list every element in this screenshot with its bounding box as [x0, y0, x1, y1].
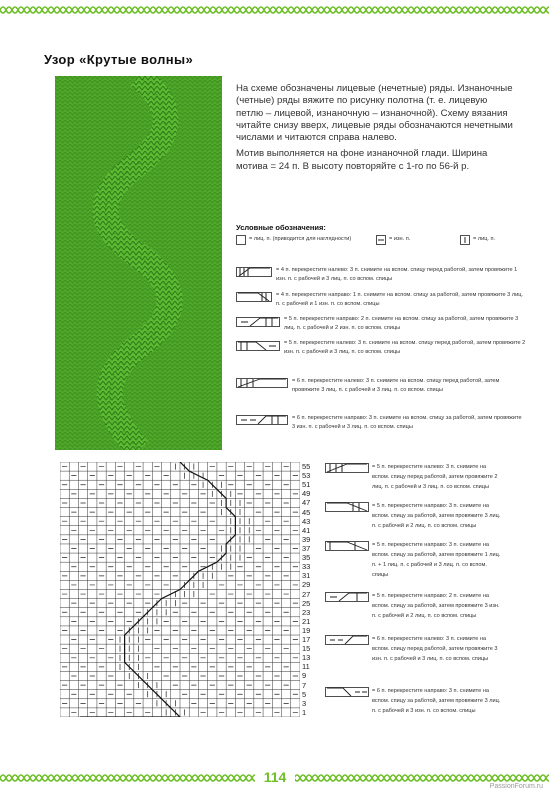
legend-heading: Условные обозначения:	[236, 223, 326, 232]
legend-empty-label: = лиц. п. (приводится для наглядности)	[249, 236, 352, 242]
row-number: 45	[302, 507, 311, 517]
row-number: 43	[302, 516, 311, 526]
right-cable-6-left-symbol	[325, 635, 369, 645]
cable-4-right-symbol	[236, 292, 272, 302]
cable-5-right-symbol	[236, 317, 280, 327]
purl-stitch-symbol	[376, 235, 386, 245]
right-legend-1: = 5 п. перекрестите налево: 3 п. снимите на вспом. спицу перед работой, затем провяжите 2 лиц. п. с рабочей и 3 лиц. п. со вспом. спицы	[372, 464, 498, 490]
legend-cable-4-right: = 4 п. перекрестите направо: 1 п. снимите на вспом. спицу за работой, затем провяжите 3 лиц. п. с рабочей и 1 изн. п. со вспом. спицы	[276, 292, 523, 307]
right-legend-4: = 5 п. перекрестите направо: 2 п. снимите на вспом. спицу за работой, затем провяжите 3 изн. п. с рабочей и 2 лиц. п. со вспом. спицы	[372, 593, 500, 619]
empty-stitch-symbol	[236, 235, 246, 245]
right-cable-6-right-symbol	[325, 687, 369, 697]
intro-paragraph-1: На схеме обозначены лицевые (нечетные) ряды. Изнаночные (четные) ряды вяжите по рисунку полотна (т. е. лицевую петлю – лицевой, изнаночную – изнаночной). Схему вязания читайте снизу вверх, лицевые ряды обозначаются нечетными числами и читаются справа налево.	[236, 83, 513, 144]
row-number: 37	[302, 543, 311, 553]
right-cable-5-right-symbol	[325, 502, 369, 512]
watermark: PassionForum.ru	[489, 783, 543, 790]
row-number: 5	[302, 689, 307, 699]
legend-cable-6-right: = 6 п. перекрестите направо: 3 п. снимите на вспом. спицу за работой, затем провяжите 3 изн. п. с рабочей и 3 лиц. п. со вспом. спицы	[292, 415, 522, 430]
row-number: 55	[302, 462, 311, 471]
legend-cable-5-left: = 5 п. перекрестите налево: 3 п. снимите на вспом. спицу перед работой, затем провяжите 2 изн. п. с рабочей и 3 лиц. п. со вспом. спицы	[284, 340, 526, 355]
row-number: 47	[302, 498, 311, 508]
page-title: Узор «Крутые волны»	[44, 52, 194, 67]
row-number: 31	[302, 571, 311, 581]
row-number: 3	[302, 698, 307, 708]
right-cable-5-left-symbol	[325, 463, 369, 473]
row-number: 17	[302, 635, 311, 645]
row-number: 21	[302, 616, 311, 626]
row-number: 13	[302, 653, 311, 663]
row-number: 41	[302, 525, 311, 535]
legend-cable-5-right: = 5 п. перекрестите направо: 2 п. снимите на вспом. спицу за работой, затем провяжите 3 лиц. п. с рабочей и 2 изн. п. со вспом. спицы	[284, 316, 519, 331]
row-number: 53	[302, 471, 311, 481]
row-number: 35	[302, 553, 311, 563]
row-number: 25	[302, 598, 311, 608]
row-number: 51	[302, 480, 311, 490]
right-cable-5-right-alt-symbol	[325, 541, 369, 551]
row-number: 29	[302, 580, 311, 590]
cable-6-right-symbol	[236, 415, 288, 425]
row-number: 49	[302, 489, 311, 499]
right-legend-5: = 6 п. перекрестите налево: 3 п. снимите на вспом. спицу перед работой, затем провяжите 3 изн. п. с рабочей и 3 лиц. п. со вспом. спицы	[372, 636, 498, 662]
row-number: 23	[302, 607, 311, 617]
right-cable-5-right-purl-symbol	[325, 592, 369, 602]
row-number: 33	[302, 562, 311, 572]
row-number: 27	[302, 589, 311, 599]
cable-4-left-symbol	[236, 267, 272, 277]
intro-text	[236, 83, 516, 177]
cable-6-left-symbol	[236, 378, 288, 388]
row-number: 7	[302, 680, 307, 690]
knit-stitch-symbol	[460, 235, 470, 245]
row-number: 39	[302, 534, 311, 544]
legend-cable-4-left: = 4 п. перекрестите налево: 3 п. снимите на вспом. спицу перед работой, затем провяжите 1 изн. п. с рабочей и 3 лиц. п. со вспом. спицы	[276, 267, 518, 282]
right-legend-3: = 5 п. перекрестите направо: 3 п. снимите на вспом. спицу за работой, затем провяжите 1 лиц. п. + 1 лиц. п. с рабочей и 3 лиц. п. со вспом. спицы	[372, 542, 501, 578]
right-legend-6: = 6 п. перекрестите направо: 3 п. снимите на вспом. спицу за работой, затем провяжите 3 лиц. п. с рабочей и 3 изн. п. со вспом. спицы	[372, 688, 501, 714]
row-number: 9	[302, 671, 307, 681]
legend-purl-label: = изн. п.	[389, 236, 411, 242]
intro-paragraph-2: Мотив выполняется на фоне изнаночной глади. Ширина мотива = 24 п. В высоту повторяйте с 1-го по 56-й р.	[236, 148, 488, 172]
page-number: 114	[255, 764, 295, 790]
row-number: 15	[302, 644, 311, 654]
legend-cable-6-left: = 6 п. перекрестите налево: 3 п. снимите на вспом. спицу перед работой, затем провяжите 3 лиц. п. с рабочей и 3 лиц. п. со вспом. спицы	[292, 378, 500, 393]
right-legend-2: = 5 п. перекрестите направо: 3 п. снимите на вспом. спицу за работой, затем провяжите 3 лиц. п. с рабочей и 2 лиц. п. со вспом. спицы	[372, 503, 501, 529]
row-number: 11	[302, 662, 310, 672]
knitted-swatch-photo	[55, 76, 222, 450]
celtic-border-top	[0, 4, 549, 16]
cable-5-left-symbol	[236, 341, 280, 351]
row-number: 19	[302, 625, 311, 635]
knitting-chart-grid	[60, 462, 300, 717]
legend-knit-label: = лиц. п.	[473, 236, 496, 242]
row-number: 1	[302, 707, 307, 717]
